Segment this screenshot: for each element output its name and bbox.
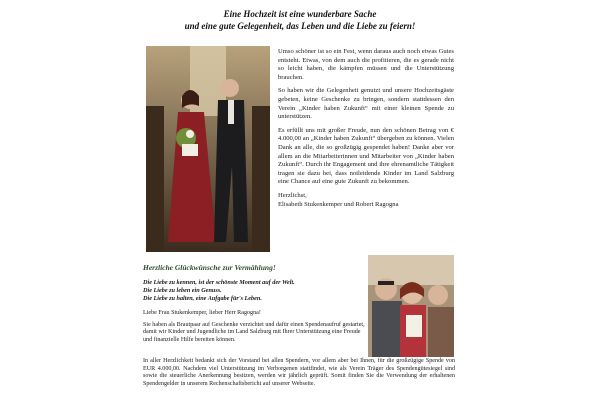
poem-line-3: Die Liebe zu halten, eine Aufgabe für's Leben. [143,295,262,302]
letter-body: Sie haben als Brautpaar auf Geschenke verzichtet und dafür einen Spendenaufruf gestartet, damit wir Kinder und Jugendliche im Land Salzburg mit Ihrer Unterstützung eine Freude und finanzielle Hilfe bereiten können. [143,321,365,343]
greeting: Herzlichst, [278,191,307,199]
donors-photo [368,255,454,357]
article-paragraph-3: Es erfüllt uns mit großer Freude, nun den schönen Betrag von € 4.000,00 an „Kinder haben Zukunft“ übergeben zu können. Vielen Dank an alle, die so großzügig gespendet haben! Danke aber vor allem an die Mitarbeiterinnen und Mitarbeiter von „Kinder haben Zukunft“. Durch ihr Engagement und ihre ehrenamtliche Tätigkeit tragen sie dazu bei, dass notleidende Kinder im Land Salzburg eine Chance auf eine gute Zukunft zu bekommen. [278,126,454,186]
congrats-heading: Herzliche Glückwünsche zur Vermählung! [143,263,276,272]
signers: Elisabeth Stukenkemper und Robert Ragogna [278,200,399,208]
poem-line-1: Die Liebe zu kennen, ist der schönste Moment auf der Welt. [143,279,295,286]
poem-line-2: Die Liebe zu leben ein Genuss. [143,287,222,294]
letter [143,310,365,348]
donors-photo-illustration [368,255,454,357]
article-paragraph-2: So haben wir die Gelegenheit genutzt und unsere Hochzeitsgäste gebeten, keine Geschenke zu bringen, sondern stattdessen den Verein „Kinder haben Zukunft“ mit einer kleinen Spende zu unterstützen. [278,87,454,121]
headline-line-2: und eine gute Gelegenheit, das Leben und die Liebe zu feiern! [184,21,416,31]
letter-salutation: Liebe Frau Stukenkemper, lieber Herr Ragogna! [143,310,261,316]
article-paragraph-1: Umso schöner ist so ein Fest, wenn daraus auch noch etwas Gutes entsteht. Etwas, von dem auch die profitieren, die es gerade nicht so leicht haben, die kämpfen müssen und die Unterstützung brauchen. [278,48,454,81]
closing-paragraph: In aller Herzlichkeit bedankt sich der Vorstand bei allen Spendern, vor allem aber bei Ihnen, für die großzügige Spende von EUR 4.000,00. Nachdem viel Unterstützung im Verborgenen stattfindet, wie als Verein Träger des Spendengütesiegel sind sowie die steuerliche Anerkennung besitzen, werden wir jährlich geprüft. Somit finden Sie die Verwendung der erhaltenen Spendengelder in unserem Rechenschaftsbericht auf unserer Webseite. [143,358,455,387]
wedding-photo [146,46,270,252]
poem [143,279,365,303]
headline-line-1: Eine Hochzeit ist eine wunderbare Sache [223,9,377,19]
signature [278,192,454,209]
headline [90,8,510,32]
wedding-photo-illustration [146,46,270,252]
article-text [278,48,454,209]
